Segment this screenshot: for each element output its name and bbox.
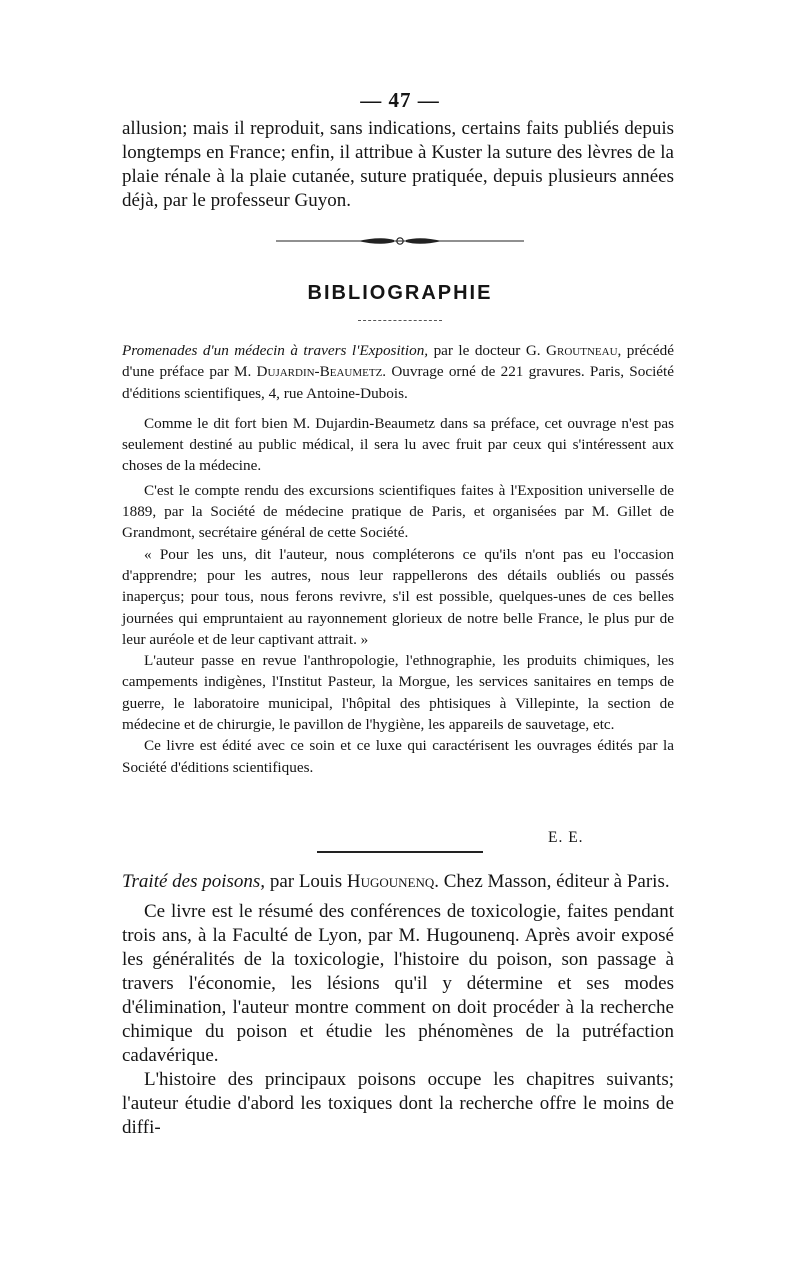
review-2-paragraph: Ce livre est le résumé des conférences de toxicologie, faites pendant trois ans, à la Faculté de Lyon, par M. Hugounenq. Après avoir exposé les généralités de la toxicologie, l'histoire du poison, son passage à travers l'économie, les lésions qu'il y détermine et ses modes d'élimination, l'auteur montre comment on doit procéder à la recherche chimique du poison et étudie les phénomènes de la putréfaction cadavérique.	[122, 901, 674, 1066]
review-1	[122, 340, 674, 778]
review-1-signature: E. E.	[548, 829, 584, 846]
review-1-author: Groutneau,	[546, 342, 622, 359]
review-2-citation	[122, 870, 674, 894]
intro-section	[122, 117, 674, 213]
review-divider	[317, 851, 483, 853]
review-1-paragraph: C'est le compte rendu des excursions scientifiques faites à l'Exposition universelle de 1889, par la Société de médecine pratique de Paris, et organisées par M. Gillet de Grandmont, secrétaire général de cette Société.	[122, 481, 674, 542]
review-1-paragraph: « Pour les uns, dit l'auteur, nous compléterons ce qu'ils n'ont pas eu l'occasion d'apprendre; pour les autres, nous leur rappellerons des détails oubliés ou passés inaperçus; pour tous, nous ferons revivre, s'il est possible, quelques-unes de ces belles journées qui empruntaient au rayonnement glorieux de notre belle France, le plus pur de leur auréole et de leur captivant attrait. »	[122, 545, 674, 648]
citation-text: par le docteur G.	[428, 342, 547, 359]
review-1-preface-author: Dujardin-Beaumetz.	[256, 363, 387, 381]
review-2	[122, 870, 674, 1140]
section-heading: BIBLIOGRAPHIE	[307, 282, 493, 304]
review-1-citation	[122, 340, 674, 404]
citation-text: précédé d'une préface par M.	[122, 342, 674, 381]
review-2-title: Traité des poisons,	[122, 871, 266, 892]
citation-text: Ouvrage orné de 221 gravures. Paris, Société d'éditions scientifiques, 4, rue Antoine-Dubois.	[122, 363, 675, 402]
page-number: — 47 —	[360, 88, 440, 112]
review-1-paragraph: L'auteur passe en revue l'anthropologie, l'ethnographie, les produits chimiques, les campements indigènes, l'Institut Pasteur, la Morgue, les services sanitaires en temps de guerre, le laboratoire municipal, l'hôpital des phtisiques à Villepinte, la section de médecine et de chirurgie, le pavillon de l'hygiène, les appareils de sauvetage, etc.	[122, 652, 674, 734]
review-1-paragraph: Comme le dit fort bien M. Dujardin-Beaumetz dans sa préface, cet ouvrage n'est pas seulement destiné au public médical, il sera lu avec fruit par ceux qui s'intéressent aux choses de la médecine.	[122, 414, 674, 475]
review-1-paragraph: Ce livre est édité avec ce soin et ce luxe qui caractérisent les ouvrages édités par la Société d'éditions scientifiques.	[122, 737, 674, 776]
review-2-author: Hugounenq.	[346, 871, 439, 892]
citation-text: par Louis	[265, 871, 347, 892]
heading-underline	[358, 320, 442, 321]
intro-paragraph: allusion; mais il reproduit, sans indications, certains faits publiés depuis longtemps en France; enfin, il attribue à Kuster la suture des lèvres de la plaie rénale à la plaie cutanée, suture pratiquée, depuis plusieurs années déjà, par le professeur Guyon.	[122, 118, 674, 211]
review-1-title: Promenades d'un médecin à travers l'Exposition,	[122, 342, 429, 359]
ornamental-divider	[276, 233, 524, 249]
review-2-paragraph: L'histoire des principaux poisons occupe les chapitres suivants; l'auteur étudie d'abord les toxiques dont la recherche offre le moins de diffi-	[122, 1069, 674, 1138]
citation-text: Chez Masson, éditeur à Paris.	[439, 871, 670, 892]
